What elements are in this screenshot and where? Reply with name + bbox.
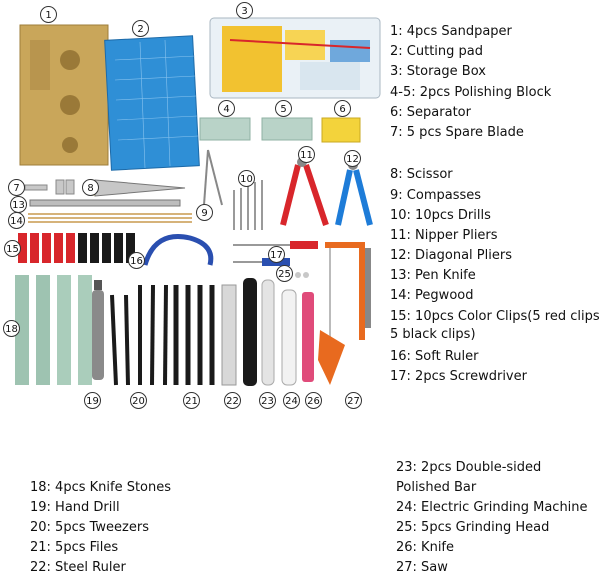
callout-number: 19 <box>84 392 101 409</box>
legend-item: 4-5: 2pcs Polishing Block <box>390 85 552 100</box>
polishing-block-icon <box>200 118 250 140</box>
pegwood-icon <box>28 214 192 222</box>
callout-number: 21 <box>183 392 200 409</box>
callout-number: 15 <box>4 240 21 257</box>
legend-item: 19: Hand Drill <box>30 500 120 515</box>
steel-ruler-icon <box>222 285 236 385</box>
legend-item: 3: Storage Box <box>390 64 486 79</box>
legend-item: 27: Saw <box>396 560 448 575</box>
callout-number: 10 <box>238 170 255 187</box>
tweezers-icon <box>112 285 166 385</box>
tool-kit-illustration <box>0 0 385 415</box>
callout-number: 23 <box>259 392 276 409</box>
soft-ruler-icon <box>145 237 211 265</box>
callout-number: 11 <box>298 146 315 163</box>
legend-item: 24: Electric Grinding Machine <box>396 500 588 515</box>
legend-item: 15: 10pcs Color Clips(5 red clips 5 black clips) <box>390 309 600 342</box>
callout-number: 6 <box>334 100 351 117</box>
legend-item: 8: Scissor <box>390 167 453 182</box>
polished-bar-icon <box>262 280 274 385</box>
callout-number: 18 <box>3 320 20 337</box>
sandpaper-icon <box>20 25 108 165</box>
legend-item: 9: Compasses <box>390 188 482 203</box>
cutting-pad-icon <box>105 36 200 170</box>
legend-bottom-right <box>396 458 596 578</box>
legend-item: 22: Steel Ruler <box>30 560 126 575</box>
legend-item: 14: Pegwood <box>390 288 474 303</box>
callout-number: 20 <box>130 392 147 409</box>
callout-number: 2 <box>132 20 149 37</box>
callout-number: 16 <box>128 252 145 269</box>
callout-number: 8 <box>82 179 99 196</box>
files-icon <box>176 285 212 385</box>
callout-number: 7 <box>8 179 25 196</box>
legend-item: 12: Diagonal Pliers <box>390 248 512 263</box>
legend-item: 16: Soft Ruler <box>390 349 479 364</box>
diagonal-pliers-icon <box>338 160 370 225</box>
legend-item: 21: 5pcs Files <box>30 540 119 555</box>
knife-icon <box>302 292 314 382</box>
separator-icon <box>322 118 360 142</box>
knife-stones-icon <box>15 275 92 385</box>
callout-number: 3 <box>236 2 253 19</box>
legend-item: 1: 4pcs Sandpaper <box>390 24 512 39</box>
pen-knife-icon <box>30 200 180 206</box>
compasses-icon <box>204 150 222 205</box>
legend-item: 2: Cutting pad <box>390 44 483 59</box>
callout-number: 22 <box>224 392 241 409</box>
legend-item: 10: 10pcs Drills <box>390 208 491 223</box>
storage-box-icon <box>210 18 380 98</box>
callout-number: 1 <box>40 6 57 23</box>
polishing-block-icon <box>262 118 312 140</box>
legend-item: 11: Nipper Pliers <box>390 228 498 243</box>
callout-number: 25 <box>276 265 293 282</box>
callout-number: 27 <box>345 392 362 409</box>
legend-item: 20: 5pcs Tweezers <box>30 520 149 535</box>
legend-item: 6: Separator <box>390 105 471 120</box>
callout-number: 24 <box>283 392 300 409</box>
legend-item: 7: 5 pcs Spare Blade <box>390 125 524 140</box>
legend-bottom-left <box>30 478 171 578</box>
grinding-machine-icon <box>282 290 296 385</box>
spare-blade-icon <box>25 180 74 194</box>
callout-number: 9 <box>196 204 213 221</box>
callout-number: 13 <box>10 196 27 213</box>
color-clips-icon <box>18 233 135 263</box>
callout-number: 12 <box>344 150 361 167</box>
callout-number: 14 <box>8 212 25 229</box>
legend-item: 13: Pen Knife <box>390 268 476 283</box>
legend-item: 17: 2pcs Screwdriver <box>390 369 527 384</box>
callout-number: 4 <box>218 100 235 117</box>
scissor-icon <box>90 180 185 196</box>
legend-item: 25: 5pcs Grinding Head <box>396 520 550 535</box>
polished-bar-icon <box>243 278 257 386</box>
legend-item: 23: 2pcs Double-sided Polished Bar <box>396 460 542 495</box>
callout-number: 17 <box>268 246 285 263</box>
legend-item: 26: Knife <box>396 540 455 555</box>
callout-number: 5 <box>275 100 292 117</box>
saw-icon <box>318 245 371 385</box>
legend-item: 18: 4pcs Knife Stones <box>30 480 172 495</box>
callout-number: 26 <box>305 392 322 409</box>
hand-drill-icon <box>92 280 104 380</box>
nipper-pliers-icon <box>283 157 326 225</box>
